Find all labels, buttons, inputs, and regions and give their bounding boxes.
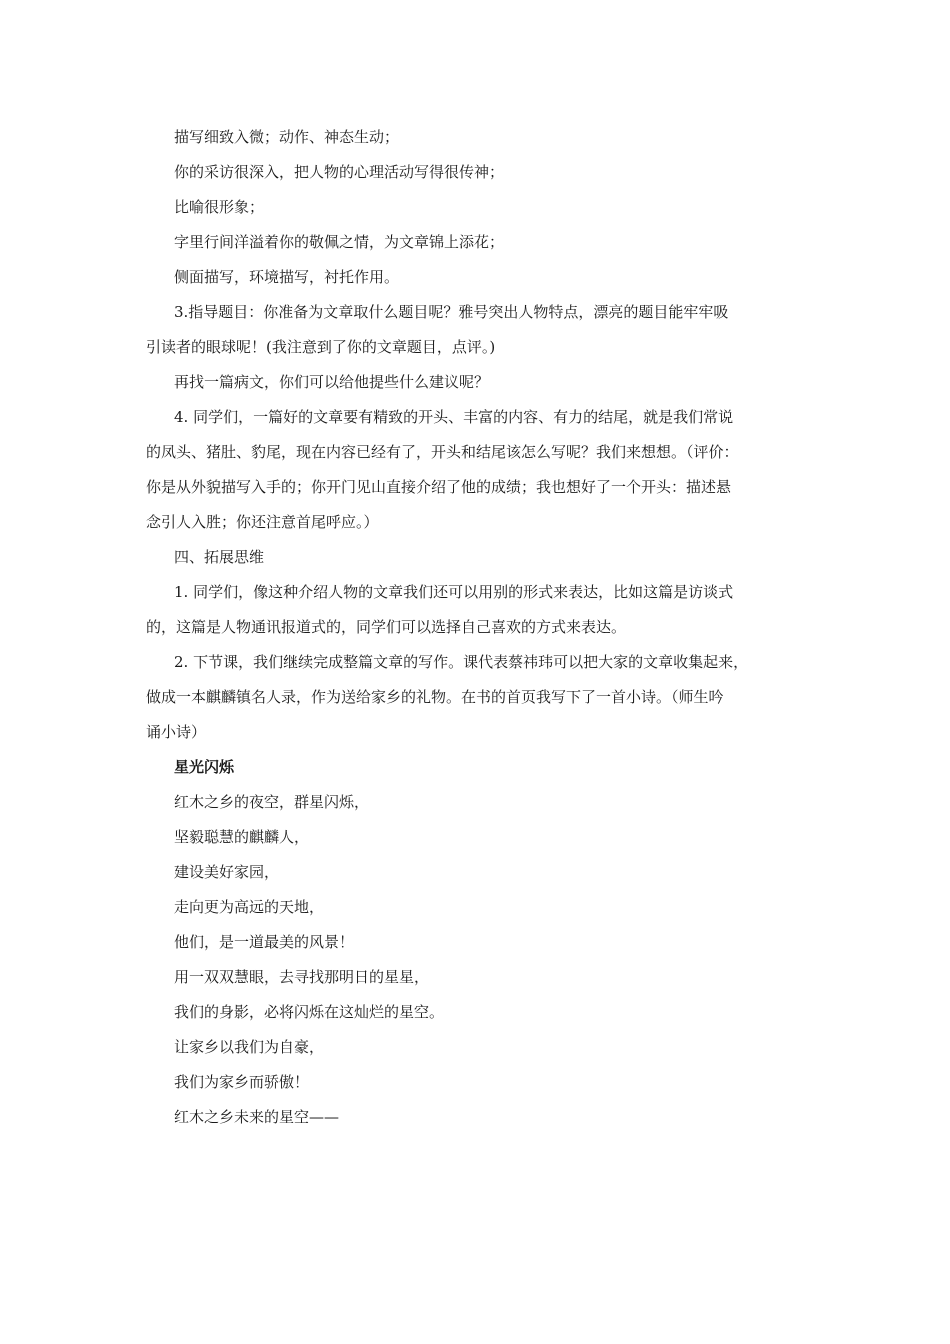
text-line: 你的采访很深入，把人物的心理活动写得很传神； (174, 163, 505, 181)
poem-line: 他们，是一道最美的风景！ (174, 933, 355, 951)
text-line: 1. 同学们，像这种介绍人物的文章我们还可以用别的形式来表达，比如这篇是访谈式 (174, 583, 734, 601)
poem-title: 星光闪烁 (174, 758, 235, 776)
poem-line: 让家乡以我们为自豪， (174, 1038, 325, 1056)
poem-line: 走向更为高远的天地， (174, 898, 325, 916)
poem-line: 红木之乡未来的星空—— (174, 1108, 340, 1126)
text-line: 你是从外貌描写入手的；你开门见山直接介绍了他的成绩；我也想好了一个开头：描述悬 (146, 478, 732, 496)
document-body (146, 120, 806, 1135)
text-line: 4. 同学们，一篇好的文章要有精致的开头、丰富的内容、有力的结尾，就是我们常说 (174, 408, 734, 426)
text-line: 比喻很形象； (174, 198, 265, 216)
text-line: 描写细致入微；动作、神态生动； (174, 128, 400, 146)
text-line: 再找一篇病文，你们可以给他提些什么建议呢？ (174, 373, 490, 391)
poem-line: 建设美好家园， (174, 863, 280, 881)
text-line: 3.指导题目：你准备为文章取什么题目呢？雅号突出人物特点，漂亮的题目能牢牢吸 (174, 303, 729, 321)
text-line: 的凤头、猪肚、豹尾，现在内容已经有了，开头和结尾该怎么写呢？我们来想想。（评价： (146, 443, 739, 461)
text-line: 侧面描写，环境描写，衬托作用。 (174, 268, 400, 286)
text-line: 念引人入胜；你还注意首尾呼应。） (146, 513, 379, 531)
section-heading: 四、拓展思维 (174, 548, 265, 566)
poem-line: 用一双双慧眼，去寻找那明日的星星， (174, 968, 430, 986)
text-line: 做成一本麒麟镇名人录，作为送给家乡的礼物。在书的首页我写下了一首小诗。（师生吟 (146, 688, 724, 706)
poem-line: 坚毅聪慧的麒麟人， (174, 828, 310, 846)
poem-line: 红木之乡的夜空，群星闪烁， (174, 793, 370, 811)
poem-line: 我们为家乡而骄傲！ (174, 1073, 310, 1091)
text-line: 2. 下节课，我们继续完成整篇文章的写作。课代表蔡祎玮可以把大家的文章收集起来， (174, 653, 749, 671)
text-line: 诵小诗） (146, 723, 207, 741)
text-line: 字里行间洋溢着你的敬佩之情，为文章锦上添花； (174, 233, 505, 251)
poem-line: 我们的身影，必将闪烁在这灿烂的星空。 (174, 1003, 445, 1021)
text-line: 的，这篇是人物通讯报道式的，同学们可以选择自己喜欢的方式来表达。 (146, 618, 627, 636)
text-line: 引读者的眼球呢！(我注意到了你的文章题目，点评。) (146, 338, 496, 356)
